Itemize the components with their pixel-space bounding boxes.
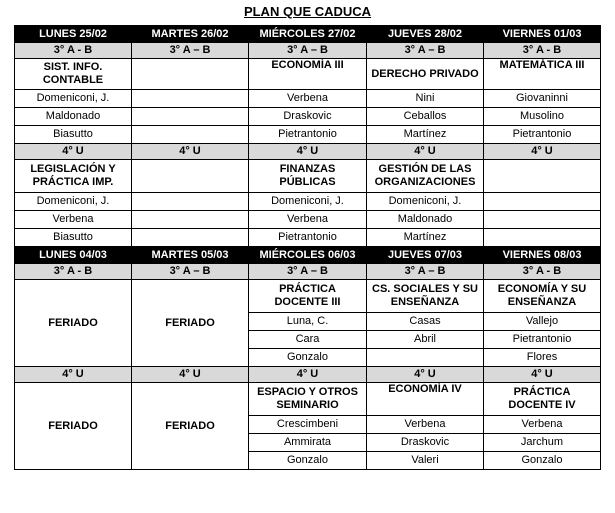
teacher-cell: Gonzalo — [249, 452, 367, 470]
teacher-cell: Verbena — [484, 416, 601, 434]
teacher-cell: Flores — [484, 349, 601, 367]
day-header: LUNES 25/02 — [15, 26, 132, 43]
day-header: VIERNES 08/03 — [484, 247, 601, 264]
teacher-cell: Gonzalo — [249, 349, 367, 367]
teacher-cell: Ceballos — [367, 108, 484, 126]
teacher-cell: Abril — [367, 331, 484, 349]
subject-cell: MATEMÁTICA III — [484, 59, 601, 90]
teacher-cell: Martínez — [367, 229, 484, 247]
day-header: JUEVES 07/03 — [367, 247, 484, 264]
teacher-cell: Vallejo — [484, 313, 601, 331]
teacher-cell — [132, 229, 249, 247]
subject-cell — [132, 160, 249, 193]
holiday-cell: FERIADO — [132, 383, 249, 470]
teacher-row — [15, 90, 601, 108]
teacher-row — [15, 126, 601, 144]
teacher-cell — [132, 126, 249, 144]
teacher-cell: Maldonado — [15, 108, 132, 126]
group-cell: 4° U — [15, 367, 132, 383]
teacher-cell: Maldonado — [367, 211, 484, 229]
subject-row — [15, 160, 601, 193]
teacher-cell: Verbena — [15, 211, 132, 229]
subject-row — [15, 59, 601, 90]
teacher-cell — [484, 211, 601, 229]
teacher-cell: Domeniconi, J. — [367, 193, 484, 211]
holiday-cell: FERIADO — [132, 280, 249, 367]
teacher-cell: Draskovic — [249, 108, 367, 126]
day-header: MARTES 26/02 — [132, 26, 249, 43]
subject-cell: CS. SOCIALES Y SU ENSEÑANZA — [367, 280, 484, 313]
teacher-cell: Domeniconi, J. — [249, 193, 367, 211]
subject-cell — [132, 59, 249, 90]
teacher-cell: Ammirata — [249, 434, 367, 452]
holiday-cell: FERIADO — [15, 280, 132, 367]
subject-cell: PRÁCTICA DOCENTE III — [249, 280, 367, 313]
group-cell: 3° A - B — [484, 43, 601, 59]
teacher-cell: Cara — [249, 331, 367, 349]
subject-cell: FINANZAS PÚBLICAS — [249, 160, 367, 193]
subject-cell: LEGISLACIÓN Y PRÁCTICA IMP. — [15, 160, 132, 193]
group-cell: 3° A – B — [249, 264, 367, 280]
group-cell: 4° U — [367, 367, 484, 383]
teacher-cell: Giovaninni — [484, 90, 601, 108]
subject-cell: ECONOMÍA III — [249, 59, 367, 90]
group-cell: 3° A - B — [15, 43, 132, 59]
subject-row — [15, 280, 601, 313]
group-cell: 4° U — [367, 144, 484, 160]
holiday-cell: FERIADO — [15, 383, 132, 470]
subject-cell: PRÁCTICA DOCENTE IV — [484, 383, 601, 416]
day-header: LUNES 04/03 — [15, 247, 132, 264]
teacher-cell: Domeniconi, J. — [15, 193, 132, 211]
teacher-cell — [132, 90, 249, 108]
teacher-cell: Crescimbeni — [249, 416, 367, 434]
teacher-row — [15, 229, 601, 247]
day-header-row — [15, 247, 601, 264]
subject-cell: GESTIÓN DE LAS ORGANIZACIONES — [367, 160, 484, 193]
day-header-row — [15, 26, 601, 43]
teacher-cell: Luna, C. — [249, 313, 367, 331]
teacher-cell: Verbena — [249, 211, 367, 229]
group-cell: 3° A – B — [367, 264, 484, 280]
teacher-cell — [132, 108, 249, 126]
day-header: MIÉRCOLES 06/03 — [249, 247, 367, 264]
subject-cell: SIST. INFO. CONTABLE — [15, 59, 132, 90]
group-cell: 3° A – B — [132, 264, 249, 280]
group-cell: 4° U — [249, 367, 367, 383]
teacher-row — [15, 211, 601, 229]
teacher-cell: Draskovic — [367, 434, 484, 452]
teacher-cell: Musolino — [484, 108, 601, 126]
teacher-cell: Gonzalo — [484, 452, 601, 470]
group-cell: 4° U — [249, 144, 367, 160]
teacher-cell — [484, 193, 601, 211]
teacher-cell: Verbena — [367, 416, 484, 434]
day-header: JUEVES 28/02 — [367, 26, 484, 43]
teacher-cell: Valeri — [367, 452, 484, 470]
page-title: PLAN QUE CADUCA — [243, 4, 372, 19]
subject-cell: ECONOMÍA IV — [367, 383, 484, 416]
group-cell: 4° U — [15, 144, 132, 160]
teacher-cell: Verbena — [249, 90, 367, 108]
subject-cell: DERECHO PRIVADO — [367, 59, 484, 90]
teacher-cell: Nini — [367, 90, 484, 108]
group-cell: 3° A - B — [484, 264, 601, 280]
group-cell: 3° A – B — [249, 43, 367, 59]
group-cell: 3° A – B — [132, 43, 249, 59]
teacher-cell: Biasutto — [15, 229, 132, 247]
teacher-cell: Domeniconi, J. — [15, 90, 132, 108]
teacher-cell — [484, 229, 601, 247]
teacher-cell: Pietrantonio — [484, 331, 601, 349]
teacher-row — [15, 108, 601, 126]
day-header: MARTES 05/03 — [132, 247, 249, 264]
teacher-cell: Casas — [367, 313, 484, 331]
teacher-row — [15, 193, 601, 211]
teacher-cell: Pietrantonio — [249, 229, 367, 247]
teacher-cell: Martínez — [367, 126, 484, 144]
subject-row — [15, 383, 601, 416]
teacher-cell — [132, 193, 249, 211]
group-cell: 4° U — [132, 367, 249, 383]
teacher-cell: Jarchum — [484, 434, 601, 452]
day-header: VIERNES 01/03 — [484, 26, 601, 43]
subject-cell: ECONOMÍA Y SU ENSEÑANZA — [484, 280, 601, 313]
teacher-cell: Pietrantonio — [249, 126, 367, 144]
group-row — [15, 367, 601, 383]
schedule-table — [14, 25, 601, 470]
subject-cell — [484, 160, 601, 193]
day-header: MIÉRCOLES 27/02 — [249, 26, 367, 43]
group-row — [15, 43, 601, 59]
group-row — [15, 144, 601, 160]
group-cell: 3° A - B — [15, 264, 132, 280]
group-row — [15, 264, 601, 280]
teacher-cell — [132, 211, 249, 229]
group-cell: 4° U — [484, 144, 601, 160]
teacher-cell: Pietrantonio — [484, 126, 601, 144]
group-cell: 3° A – B — [367, 43, 484, 59]
group-cell: 4° U — [484, 367, 601, 383]
subject-cell: ESPACIO Y OTROS SEMINARIO — [249, 383, 367, 416]
group-cell: 4° U — [132, 144, 249, 160]
teacher-cell: Biasutto — [15, 126, 132, 144]
teacher-cell — [367, 349, 484, 367]
